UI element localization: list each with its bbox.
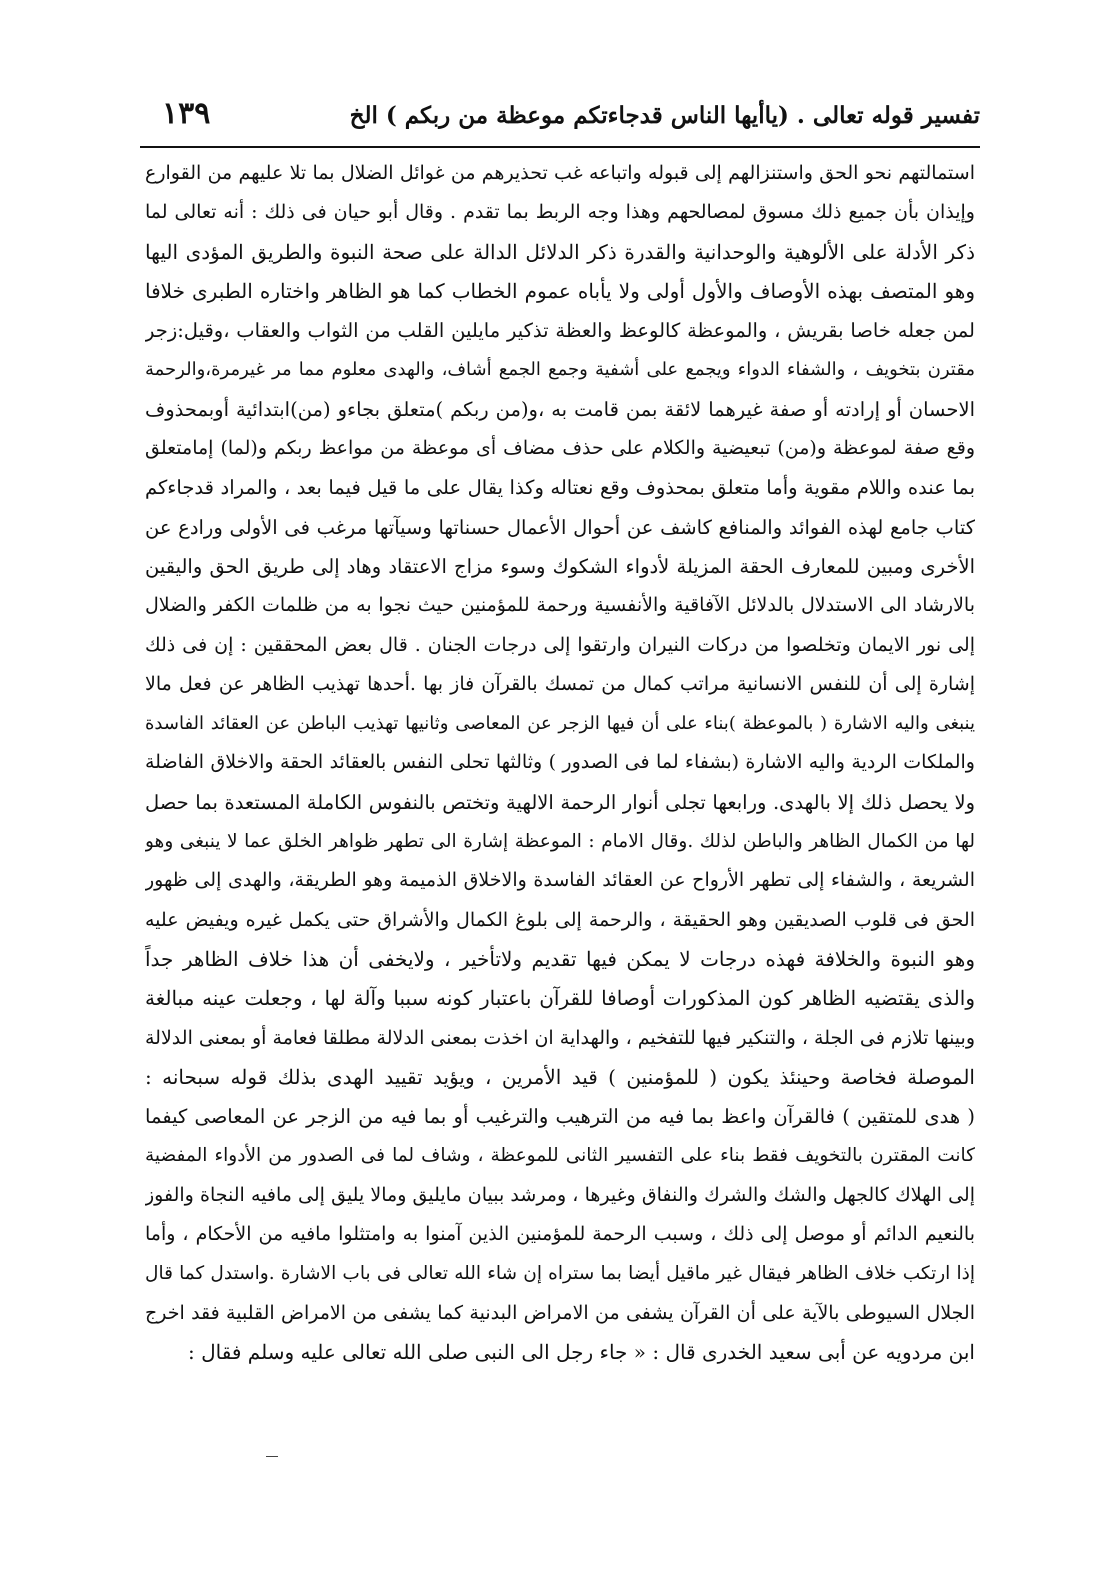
text-line: وهو النبوة والخلافة فهذه درجات لا يمكن فيها تقديم ولاتأخير ، ولايخفى أن هذا خلاف الظاهر جداً [145, 946, 975, 971]
header-rule [140, 146, 980, 148]
text-line: الأخرى ومبين للمعارف الحقة المزيلة لأدواء الشكوك وسوء مزاج الاعتقاد وهاد إلى طريق الحق واليقين [145, 554, 975, 578]
text-line: وقع صفة لموعظة و(من) تبعيضية والكلام على حذف مضاف أى موعظة من مواعظ ربكم و(لما) إمامتعلق [145, 437, 975, 460]
text-line: والملكات الردية واليه الاشارة (بشفاء لما فى الصدور ) وثالثها تحلى النفس بالعقائد الحقة والاخلاق الفاضلة [145, 751, 975, 774]
body-text [145, 154, 975, 1372]
text-line: إلى نور الايمان وتخلصوا من دركات النيران وارتقوا إلى درجات الجنان . قال بعض المحققين : إن فى ذلك [145, 633, 975, 656]
text-line: لها من الكمال الظاهر والباطن لذلك .وقال الامام : الموعظة إشارة الى تطهر ظواهر الخلق عما لا ينبغى وهو [145, 831, 975, 853]
text-line: بالنعيم الدائم أو موصل إلى ذلك ، وسبب الرحمة للمؤمنين الذين آمنوا به وامتثلوا مافيه من الأحكام ، وأما [145, 1223, 975, 1246]
footer-mark [266, 1456, 278, 1457]
text-line: والذى يقتضيه الظاهر كون المذكورات أوصافا للقرآن باعتبار كونه سببا وآلة لها ، وجعلت عينه مبالغة [145, 986, 975, 1011]
text-line: وإيذان بأن جميع ذلك مسوق لمصالحهم وهذا وجه الربط بما تقدم . وقال أبو حيان فى ذلك : أنه تعالى لما [145, 201, 975, 224]
text-line: الحق فى قلوب الصديقين وهو الحقيقة ، والرحمة إلى بلوغ الكمال والأشراق حتى يكمل غيره ويفيض عليه [145, 908, 975, 931]
text-line: إلى الهلاك كالجهل والشك والشرك والنفاق وغيرها ، ومرشد ببيان مايليق ومالا يليق إلى مافيه النجاة والفوز [145, 1183, 975, 1206]
text-line: الاحسان أو إرادته أو صفة غيرهما لائقة بمن قامت به ،و(من ربكم )متعلق بجاءو (من)ابتدائية أوبمحذوف [145, 397, 975, 421]
text-line: لمن جعله خاصا بقريش ، والموعظة كالوعظ والعظة تذكير مايلين القلب من الثواب والعقاب ،وقيل:زجر [145, 319, 975, 343]
text-line: الجلال السيوطى بالآية على أن القرآن يشفى من الامراض البدنية كما يشفى من الامراض القلبية فقد اخرج [145, 1301, 975, 1324]
text-line: ينبغى واليه الاشارة ( بالموعظة )بناء على أن فيها الزجر عن المعاصى وثانيها تهذيب الباطن عن العقائد الفاسدة [145, 713, 975, 735]
text-line: استمالتهم نحو الحق واستنزالهم إلى قبوله واتباعه غب تحذيرهم من غوائل الضلال بما تلا عليهم من القوارع [145, 162, 975, 184]
text-line: ولا يحصل ذلك إلا بالهدى. ورابعها تجلى أنوار الرحمة الالهية وتختص بالنفوس الكاملة المستعدة بما حصل [145, 790, 975, 814]
text-line: الشريعة ، والشفاء إلى تطهر الأرواح عن العقائد الفاسدة والاخلاق الذميمة وهو الطريقة، والهدى إلى ظهور [145, 869, 975, 892]
text-line: الموصلة فخاصة وحينئذ يكون ( للمؤمنين ) قيد الأمرين ، ويؤيد تقييد الهدى بذلك قوله سبحانه : [145, 1064, 975, 1089]
text-line: وهو المتصف بهذه الأوصاف والأول أولى ولا يأباه عموم الخطاب كما هو الظاهر واختاره الطبرى خلافا [145, 278, 975, 303]
text-line: إشارة إلى أن للنفس الانسانية مراتب كمال من تمسك بالقرآن فاز بها .أحدها تهذيب الظاهر عن فعل مالا [145, 672, 975, 695]
text-line: كانت المقترن بالتخويف فقط بناء على التفسير الثانى للموعظة ، وشاف لما فى الصدور من الأدواء المفضية [145, 1145, 975, 1167]
text-line: وبينها تلازم فى الجلة ، والتنكير فيها للتفخيم ، والهداية ان اخذت بمعنى الدلالة مطلقا فعامة أو بمعنى الدلالة [145, 1026, 975, 1049]
text-line: كتاب جامع لهذه الفوائد والمنافع كاشف عن أحوال الأعمال حسناتها وسيآتها مرغب فى الأولى ورادع عن [145, 515, 975, 539]
text-line: ذكر الأدلة على الألوهية والوحدانية والقدرة ذكر الدلائل الدالة على صحة النبوة والطريق المؤدى اليها [145, 239, 975, 264]
text-line: بالارشاد الى الاستدلال بالدلائل الآفاقية والأنفسية ورحمة للمؤمنين حيث نجوا به من ظلمات الكفر والضلال [145, 594, 975, 617]
page-header [140, 96, 980, 146]
text-line: بما عنده واللام مقوية وأما متعلق بمحذوف وقع نعتاله وكذا يقال على ما قيل فيما بعد ، والمراد قدجاءكم [145, 476, 975, 500]
text-line: إذا ارتكب خلاف الظاهر فيقال غير ماقيل أيضا بما ستراه إن شاء الله تعالى فى باب الاشارة .واستدل كما قال [145, 1263, 975, 1285]
text-line: ابن مردويه عن أبى سعيد الخدرى قال : « جاء رجل الى النبى صلى الله تعالى عليه وسلم فقال : [188, 1339, 975, 1364]
text-line: ( هدى للمتقين ) فالقرآن واعظ بما فيه من الترهيب والترغيب أو بما فيه من الزجر عن المعاصى كيفما [145, 1105, 975, 1129]
running-title: تفسير قوله تعالى . (ياأيها الناس قدجاءتكم موعظة من ربكم ) الخ [349, 102, 980, 129]
text-line: مقترن بتخويف ، والشفاء الدواء ويجمع على أشفية وجمع الجمع أشاف، والهدى معلوم مما مر غيرمرة،والرحمة [145, 359, 975, 381]
page-number: ١٣٩ [162, 96, 211, 131]
